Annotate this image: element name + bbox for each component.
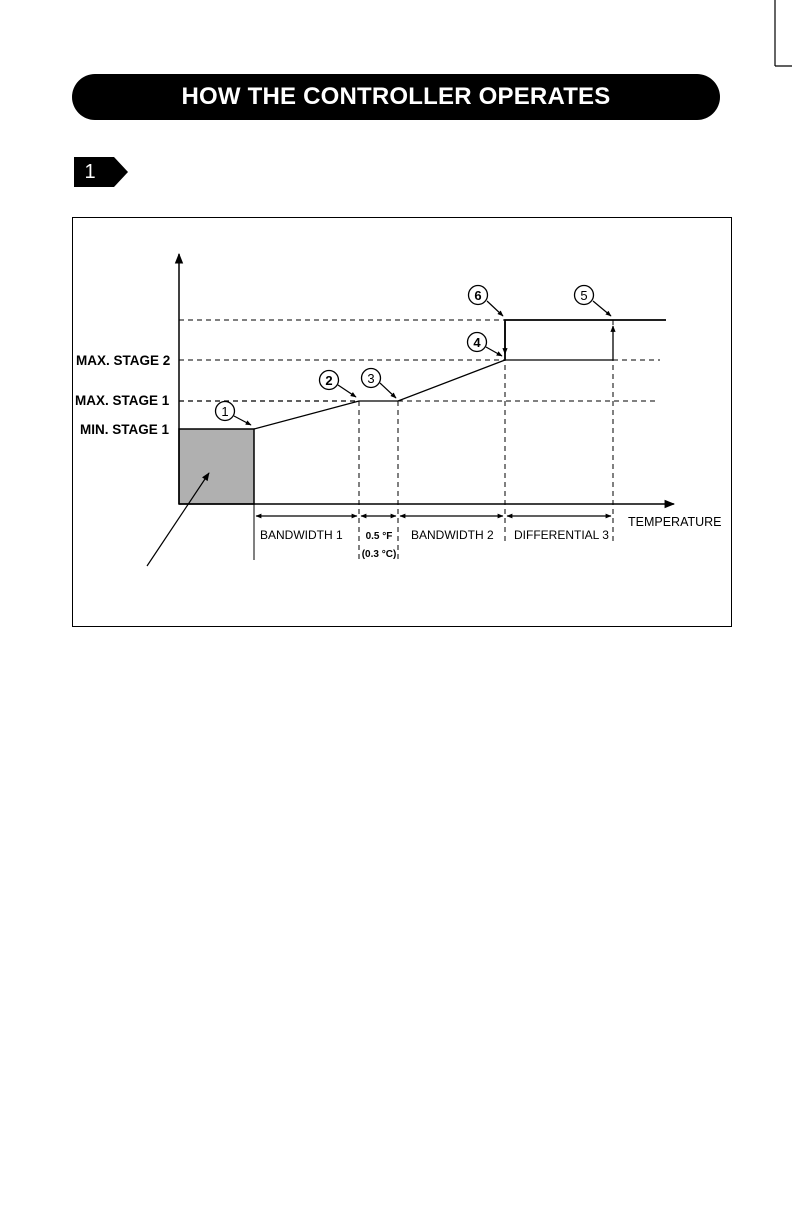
label-bandwidth-2: BANDWIDTH 2	[411, 528, 494, 542]
page-title: HOW THE CONTROLLER OPERATES	[181, 83, 611, 110]
marker-4-number: 4	[473, 335, 481, 350]
label-max-stage-2: MAX. STAGE 2	[76, 353, 171, 368]
stage-1-ramp-line	[254, 360, 505, 429]
minimum-zone-box	[179, 429, 254, 504]
marker-2-number: 2	[325, 373, 333, 388]
marker-3-number: 3	[367, 371, 375, 386]
label-max-stage-1: MAX. STAGE 1	[75, 393, 170, 408]
label-temperature: TEMPERATURE	[628, 515, 722, 529]
section-number: 1	[84, 161, 96, 183]
label-offset-f: 0.5 °F	[365, 531, 393, 542]
marker-6	[469, 286, 504, 317]
marker-4	[468, 333, 503, 357]
stage-2-upper-line	[505, 320, 666, 360]
label-offset-c: (0.3 °C)	[361, 549, 397, 560]
marker-5	[575, 286, 612, 317]
marker-1-number: 1	[221, 404, 229, 419]
marker-3	[362, 369, 397, 399]
marker-5-number: 5	[580, 288, 588, 303]
label-differential-3: DIFFERENTIAL 3	[514, 528, 609, 542]
min-zone-pointer-arrow	[147, 473, 209, 566]
label-min-stage-1: MIN. STAGE 1	[80, 422, 170, 437]
marker-6-number: 6	[474, 288, 482, 303]
marker-1	[216, 402, 252, 426]
marker-2	[320, 371, 357, 398]
label-bandwidth-1: BANDWIDTH 1	[260, 528, 343, 542]
